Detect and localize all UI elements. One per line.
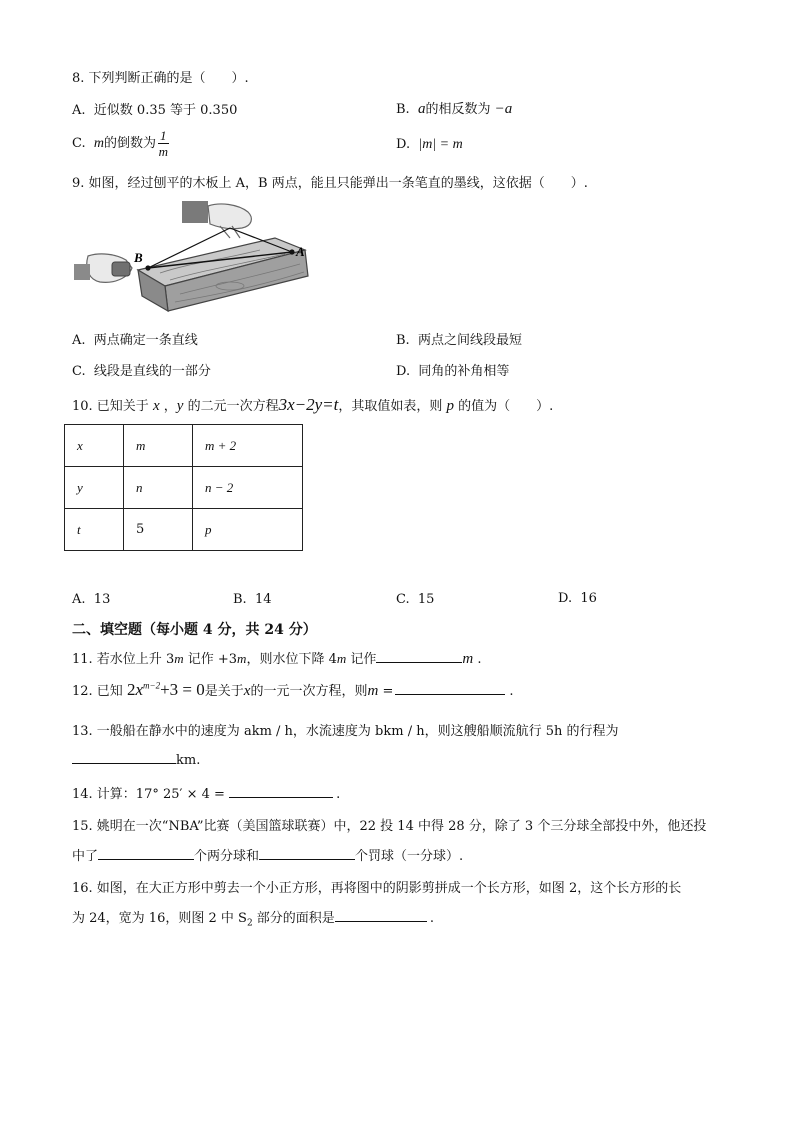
q-text: = <box>378 684 394 699</box>
q9-figure-plank-illustration <box>70 198 320 313</box>
option-prefix: C. <box>72 364 86 379</box>
table-cell: x <box>65 425 124 467</box>
fraction-denominator: m <box>158 144 168 159</box>
option-prefix: C. <box>72 136 86 151</box>
q8-stem: 8. 下列判断正确的是（ ）. <box>72 71 249 86</box>
fraction-numerator: 1 <box>160 128 167 143</box>
fraction <box>158 128 169 159</box>
math-var: m <box>93 136 105 151</box>
table-cell: t <box>65 509 124 551</box>
answer-blank[interactable] <box>335 909 427 922</box>
q-text: 个两分球和 <box>194 849 260 864</box>
table-cell: n <box>124 467 193 509</box>
q-text: 的一元一次方程，则 <box>250 684 368 699</box>
q-text: 个罚球（一分球）. <box>355 849 464 864</box>
q9-option-a <box>72 329 198 348</box>
subscript: 2 <box>246 918 253 929</box>
option-text: 同角的补角相等 <box>418 364 510 379</box>
q-text: . <box>477 652 482 667</box>
label-a: A <box>296 244 305 259</box>
q-text: 记作 <box>346 652 377 667</box>
q13-line1: 13. 一般船在静水中的速度为 akm / h，水流速度为 bkm / h，则这艘船顺流航行 5h 的行程为 <box>72 724 619 739</box>
q-text: 12. 已知 <box>72 684 127 699</box>
lower-hand-icon <box>74 254 132 282</box>
unit: m <box>462 651 474 667</box>
eq-exponent: m−2 <box>143 680 161 691</box>
q-text: 部分的面积是 <box>252 911 335 926</box>
q-text: . <box>509 684 514 699</box>
q-text: ，则水位下降 4 <box>246 652 337 667</box>
option-text: 14 <box>254 592 272 607</box>
eq-var: x <box>135 680 143 699</box>
stem-text: 10. 已知关于 <box>72 399 149 414</box>
q-text: 11. 若水位上升 3 <box>72 652 175 667</box>
q-text: . <box>196 753 201 768</box>
math-equation <box>127 680 205 699</box>
answer-blank[interactable] <box>259 847 355 860</box>
q10-value-table <box>64 424 303 551</box>
option-text: 线段是直线的一部分 <box>93 364 211 379</box>
q-text: 记作 +3 <box>183 652 238 667</box>
unit: km <box>176 753 197 768</box>
eq-rest: +3 = 0 <box>160 680 205 699</box>
table-cell: p <box>193 509 303 551</box>
option-text: 15 <box>417 592 435 607</box>
q9-option-b <box>396 329 522 348</box>
stem-text: ， <box>163 399 177 414</box>
math-var: m <box>174 651 184 666</box>
option-text: 的相反数为 <box>425 102 491 117</box>
q8-option-d <box>396 137 463 153</box>
option-text: 近似数 0.35 等于 0.350 <box>93 103 238 118</box>
math-var: x <box>243 683 251 699</box>
math-var: a <box>417 101 426 117</box>
table-cell: y <box>65 467 124 509</box>
math-var: m <box>367 683 379 699</box>
table-row <box>65 425 303 467</box>
option-prefix: A. <box>72 592 86 607</box>
q10-option-a <box>72 592 110 607</box>
q13-line2 <box>72 751 200 768</box>
q8-option-c <box>72 128 169 159</box>
table-row <box>65 467 303 509</box>
q-text: 中了 <box>72 849 99 864</box>
q11 <box>72 648 482 668</box>
option-text: 两点确定一条直线 <box>93 333 198 348</box>
q10-option-c <box>396 592 434 607</box>
math-var: m <box>336 651 347 666</box>
option-prefix: D. <box>396 137 411 152</box>
answer-blank[interactable] <box>72 751 176 764</box>
math-expr: |m| = m <box>418 137 463 152</box>
q12 <box>72 680 513 700</box>
option-prefix: A. <box>72 103 86 118</box>
q8-option-b <box>396 98 512 118</box>
math-equation: 3x−2y=t <box>278 395 339 414</box>
q16-line1: 16. 如图，在大正方形中剪去一个小正方形，再将图中的阴影剪拼成一个长方形，如图 2，这个长方形的长 <box>72 881 682 896</box>
q-text: 为 24，宽为 16，则图 2 中 S <box>72 911 247 926</box>
option-prefix: D. <box>558 591 573 606</box>
math-var: p <box>446 398 455 414</box>
section-heading: 二、填空题（每小题 4 分，共 24 分） <box>72 622 317 638</box>
option-text: 的倒数为 <box>104 136 157 151</box>
math-expr: −a <box>494 101 513 117</box>
answer-blank[interactable] <box>98 847 194 860</box>
q-text: . <box>336 787 341 802</box>
q16-line2 <box>72 907 434 929</box>
q-text: 是关于 <box>204 684 244 699</box>
math-var: x <box>152 398 160 414</box>
option-text: 16 <box>580 591 597 606</box>
answer-blank[interactable] <box>376 650 462 663</box>
option-text: 13 <box>93 592 111 607</box>
q8-option-a <box>72 99 237 118</box>
q-text: . <box>429 911 434 926</box>
point-b <box>145 265 150 270</box>
math-var: m <box>237 651 247 666</box>
table-cell: n − 2 <box>193 467 303 509</box>
q10-option-b <box>233 592 272 607</box>
option-prefix: A. <box>72 333 86 348</box>
option-prefix: C. <box>396 592 410 607</box>
eq-base: 2 <box>126 680 136 699</box>
table-cell: 5 <box>124 509 193 551</box>
stem-text: 的值为（ ）. <box>458 399 554 414</box>
table-cell: m <box>124 425 193 467</box>
q9-option-d <box>396 360 509 379</box>
q15-line1: 15. 姚明在一次“NBA”比赛（美国篮球联赛）中，22 投 14 中得 28 分，除了 3 个三分球全部投中外，他还投 <box>72 819 707 834</box>
stem-text: ，其取值如表，则 <box>338 399 443 414</box>
q10-option-d <box>558 591 597 606</box>
table-row <box>65 509 303 551</box>
stem-text: 的二元一次方程 <box>187 399 279 414</box>
q14 <box>72 783 340 802</box>
label-b: B <box>134 250 143 265</box>
q9-stem: 9. 如图，经过刨平的木板上 A，B 两点，能且只能弹出一条笔直的墨线，这依据（ ）. <box>72 176 588 191</box>
option-prefix: B. <box>233 592 247 607</box>
q-text: 14. 计算：17° 25′ × 4 = <box>72 787 225 802</box>
option-prefix: D. <box>396 364 411 379</box>
math-var: y <box>176 398 184 414</box>
q15-line2 <box>72 845 463 864</box>
option-text: 两点之间线段最短 <box>417 333 522 348</box>
point-a <box>289 249 294 254</box>
table-cell: m + 2 <box>193 425 303 467</box>
answer-blank[interactable] <box>395 682 505 695</box>
option-prefix: B. <box>396 333 410 348</box>
q9-option-c <box>72 360 211 379</box>
q10-stem <box>72 395 553 415</box>
answer-blank[interactable] <box>229 785 333 798</box>
option-prefix: B. <box>396 102 410 117</box>
